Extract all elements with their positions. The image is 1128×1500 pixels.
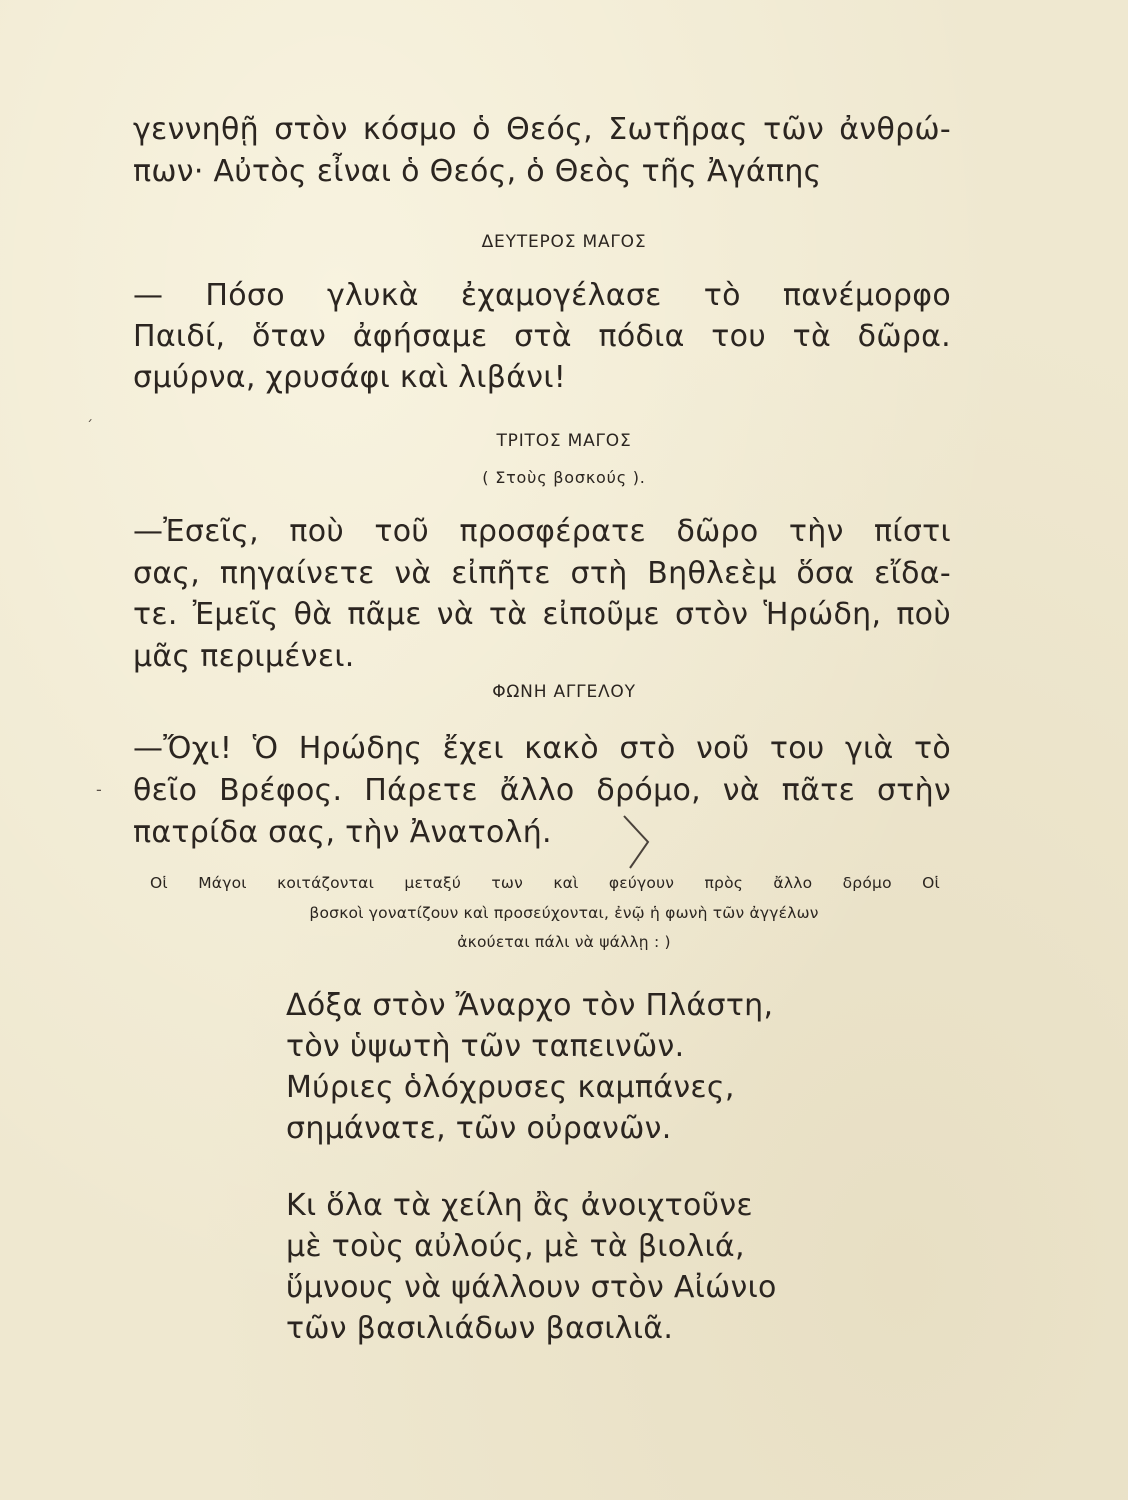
stage-direction-line-3: ἀκούεται πάλι νὰ ψάλλῃ : ) [457, 933, 671, 951]
hymn-stanza-2-line-2: μὲ τοὺς αὐλούς, μὲ τὰ βιολιά, [286, 1229, 745, 1264]
second-magus-line-1: — Πόσο γλυκὰ ἐχαμογέλασε τὸ πανέμορφο [133, 278, 951, 313]
third-magus-line-1: —Ἐσεῖς, ποὺ τοῦ προσφέρατε δῶρο τὴν πίστι [133, 514, 951, 549]
prologue-line-2: πων· Αὐτὸς εἶναι ὁ Θεός, ὁ Θεὸς τῆς Ἀγάπης [133, 154, 822, 189]
prologue-line-1: γεννηθῇ στὸν κόσμο ὁ Θεός, Σωτῆρας τῶν ἀνθρώ- [133, 112, 951, 147]
second-magus-line-2: Παιδί, ὅταν ἀφήσαμε στὰ πόδια του τὰ δῶρα. [133, 319, 951, 354]
margin-tick-mark: ˊ [86, 419, 93, 435]
speaker-heading-angel-voice: ΦΩΝΗ ΑΓΓΕΛΟΥ [492, 682, 636, 702]
hymn-stanza-1-line-2: τὸν ὑψωτὴ τῶν ταπεινῶν. [286, 1029, 685, 1064]
hymn-stanza-2-line-3: ὕμνους νὰ ψάλλουν στὸν Αἰώνιο [286, 1270, 777, 1305]
speaker-heading-third-magus: ΤΡΙΤΟΣ ΜΑΓΟΣ [496, 431, 632, 451]
pencil-mark-icon [618, 812, 658, 872]
third-magus-line-4: μᾶς περιμένει. [133, 639, 355, 674]
angel-voice-line-2: θεῖο Βρέφος. Πάρετε ἄλλο δρόμο, νὰ πᾶτε στὴν [133, 773, 951, 808]
hymn-stanza-2-line-4: τῶν βασιλιάδων βασιλιᾶ. [286, 1311, 674, 1346]
stage-direction-to-shepherds: ( Στοὺς βοσκούς ). [482, 468, 646, 487]
hymn-stanza-1-line-1: Δόξα στὸν Ἄναρχο τὸν Πλάστη, [286, 988, 774, 1023]
stage-direction-line-2: βοσκοὶ γονατίζουν καὶ προσεύχονται, ἐνῷ ἡ φωνὴ τῶν ἀγγέλων [309, 904, 819, 922]
third-magus-line-3: τε. Ἐμεῖς θὰ πᾶμε νὰ τὰ εἰποῦμε στὸν Ἡρώδη, ποὺ [133, 597, 951, 632]
hymn-stanza-1-line-4: σημάνατε, τῶν οὐρανῶν. [286, 1111, 672, 1146]
second-magus-line-3: σμύρνα, χρυσάφι καὶ λιβάνι! [133, 360, 567, 395]
hymn-stanza-2-line-1: Κι ὅλα τὰ χείλη ἂς ἀνοιχτοῦνε [286, 1188, 753, 1223]
third-magus-line-2: σας, πηγαίνετε νὰ εἰπῆτε στὴ Βηθλεὲμ ὅσα εἴδα- [133, 556, 951, 591]
angel-voice-line-1: —Ὄχι! Ὁ Ηρώδης ἔχει κακὸ στὸ νοῦ του γιὰ τὸ [133, 731, 951, 766]
hymn-stanza-1-line-3: Μύριες ὁλόχρυσες καμπάνες, [286, 1070, 735, 1105]
angel-voice-line-3: πατρίδα σας, τὴν Ἀνατολή. [133, 815, 552, 850]
stage-direction-line-1: Οἱ Μάγοι κοιτάζονται μεταξύ των καὶ φεύγουν πρὸς ἄλλο δρόμο Οἱ [150, 874, 940, 892]
speaker-heading-second-magus: ΔΕΥΤΕΡΟΣ ΜΑΓΟΣ [481, 232, 647, 252]
margin-dash-mark: - [96, 780, 102, 799]
